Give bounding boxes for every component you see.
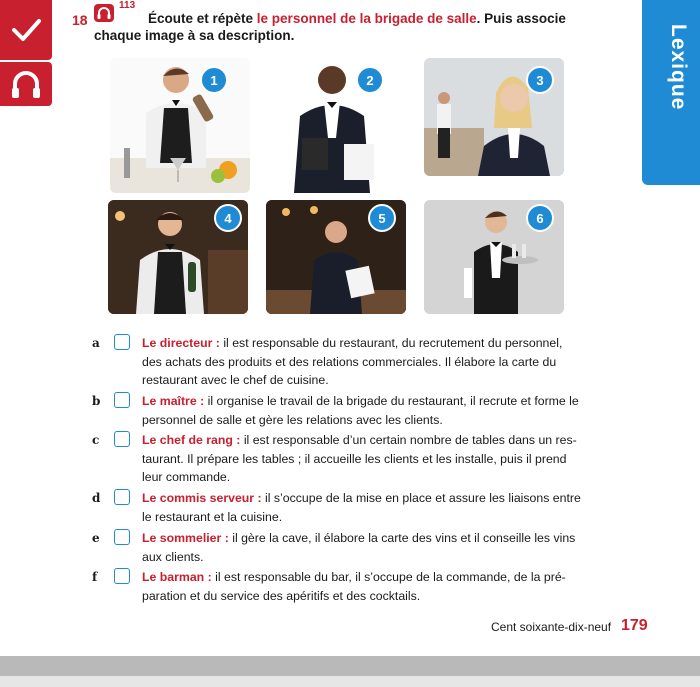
item-text: leur commande. xyxy=(142,470,231,484)
instruction-highlight: le personnel de la brigade de salle xyxy=(256,11,477,26)
image-number-badge: 6 xyxy=(526,204,554,232)
answer-checkbox[interactable] xyxy=(114,392,130,408)
item-text: le restaurant et la cuisine. xyxy=(142,509,283,524)
item-text: aux clients. xyxy=(142,549,204,564)
image-number-badge: 4 xyxy=(214,204,242,232)
item-text: personnel de salle et gère les relations avec les clients. xyxy=(142,412,443,427)
audio-track-number: 113 xyxy=(119,0,136,11)
image-number-badge: 5 xyxy=(368,204,396,232)
lexique-tab[interactable] xyxy=(642,0,700,185)
instruction-end: . Puis associe xyxy=(476,11,566,26)
audio-button[interactable] xyxy=(94,4,114,22)
instruction-start: Écoute et répète xyxy=(148,11,257,26)
item-letter: c xyxy=(92,433,100,447)
page-number: 179 xyxy=(621,617,648,634)
item-text: il est responsable d’un certain nombre de tables dans un res- xyxy=(240,433,577,447)
instruction xyxy=(148,11,566,26)
item-term: Le directeur : xyxy=(142,336,220,350)
item-letter: e xyxy=(92,531,100,545)
item-text: il est responsable du restaurant, du recrutement du personnel, xyxy=(219,336,563,350)
item-term: Le maître : xyxy=(142,394,205,408)
listen-marker xyxy=(0,62,52,106)
headphones-icon xyxy=(0,62,52,106)
item-letter: f xyxy=(92,570,98,584)
answer-checkbox[interactable] xyxy=(114,489,130,505)
item-term: Le barman : xyxy=(142,570,212,584)
check-icon xyxy=(0,0,52,60)
item-text: des achats des produits et des relations commerciales. Il élabore la carte du xyxy=(142,354,557,369)
item-term: Le commis serveur : xyxy=(142,491,262,505)
page-number-words: Cent soixante-dix-neuf xyxy=(491,620,612,634)
item-text: taurant. Il prépare les tables ; il accueille les clients et les installe, puis il prend xyxy=(142,451,567,466)
image-number-badge: 3 xyxy=(526,66,554,94)
item-text: paration et du service des apéritifs et des cocktails. xyxy=(142,588,421,603)
bottom-divider xyxy=(0,656,700,676)
answer-checkbox[interactable] xyxy=(114,529,130,545)
answer-checkbox[interactable] xyxy=(114,568,130,584)
image-number-badge: 2 xyxy=(356,66,384,94)
lexique-tab-label: Lexique xyxy=(667,24,690,111)
image-number-badge: 1 xyxy=(200,66,228,94)
item-text: restaurant avec le chef de cuisine. xyxy=(142,373,329,387)
check-marker xyxy=(0,0,52,60)
answer-checkbox[interactable] xyxy=(114,431,130,447)
item-text: il gère la cave, il élabore la carte des vins et il conseille les vins xyxy=(228,531,576,545)
item-text: il s’occupe de la mise en place et assure les liaisons entre xyxy=(261,491,581,505)
item-letter: d xyxy=(92,491,101,505)
exercise-number: 18 xyxy=(72,12,88,28)
item-letter: b xyxy=(92,394,101,408)
item-text: il est responsable du bar, il s’occupe de la commande, de la pré- xyxy=(211,570,566,584)
answer-checkbox[interactable] xyxy=(114,334,130,350)
item-term: Le sommelier : xyxy=(142,531,229,545)
bottom-edge xyxy=(0,676,700,687)
item-text: il organise le travail de la brigade du restaurant, il recrute et forme le xyxy=(204,394,579,408)
item-letter: a xyxy=(92,336,100,350)
photo-barman xyxy=(110,58,250,193)
headphones-icon xyxy=(94,4,114,22)
instruction-line2: chaque image à sa description. xyxy=(94,28,295,43)
item-term: Le chef de rang : xyxy=(142,433,241,447)
